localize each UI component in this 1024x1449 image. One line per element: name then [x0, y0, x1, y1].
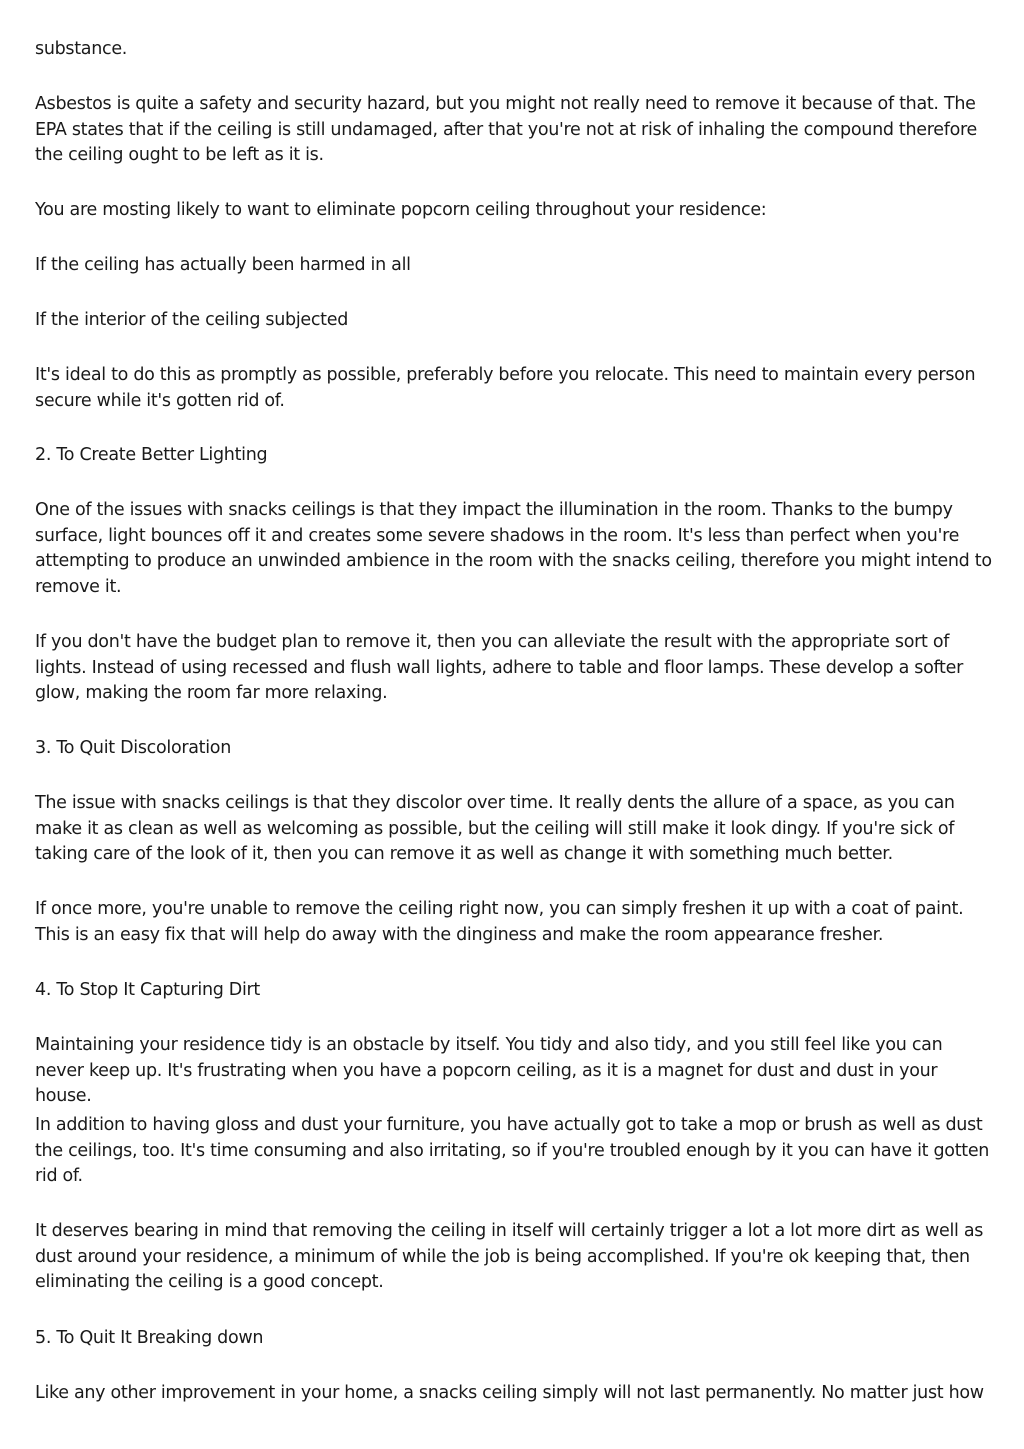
paragraph-discolor: The issue with snacks ceilings is that they discolor over time. It really dents the allure of a space, as you can make it as clean as well as welcoming as possible, but the ceiling will still make it look dingy. If you're sick of taking care of the look of it, then you can remove it as well as change it with something much better. [35, 793, 955, 864]
section-heading-dirt: 4. To Stop It Capturing Dirt [35, 980, 260, 1000]
section-heading-discoloration: 3. To Quit Discoloration [35, 738, 231, 758]
paragraph-lighting-budget: If you don't have the budget plan to remove it, then you can alleviate the result with the appropriate sort of lights. Instead of using recessed and flush wall lights, adhere to table and floor lamps. These develop a softer glow, making the room far more relaxing. [35, 632, 963, 703]
paragraph-tidy: Maintaining your residence tidy is an obstacle by itself. You tidy and also tidy, and you still feel like you can never keep up. It's frustrating when you have a popcorn ceiling, as it is a magnet for dust and dust in your house. [35, 1035, 943, 1106]
paragraph-lighting-issues: One of the issues with snacks ceilings is that they impact the illumination in the room. Thanks to the bumpy surface, light bounces off it and creates some severe shadows in the room. It's less than perfect when you're attempting to produce an unwinded ambience in the room with the snacks ceiling, therefore you might intend to remove it. [35, 500, 992, 597]
paragraph-promptly: It's ideal to do this as promptly as possible, preferably before you relocate. This need to maintain every person secure while it's gotten rid of. [35, 365, 976, 411]
paragraph-asbestos: Asbestos is quite a safety and security hazard, but you might not really need to remove it because of that. The EPA states that if the ceiling is still undamaged, after that you're not at risk of inhaling the compound therefore the ceiling ought to be left as it is. [35, 94, 977, 165]
paragraph-interior: If the interior of the ceiling subjected [35, 310, 349, 330]
section-heading-breaking-down: 5. To Quit It Breaking down [35, 1328, 264, 1348]
paragraph-removing-dirt: It deserves bearing in mind that removing the ceiling in itself will certainly trigger a lot a lot more dirt as well as dust around your residence, a minimum of while the job is being accomplished. If you're ok keeping that, then eliminating the ceiling is a good concept. [35, 1221, 984, 1292]
paragraph-harmed: If the ceiling has actually been harmed in all [35, 255, 411, 275]
paragraph-last-permanently: Like any other improvement in your home, a snacks ceiling simply will not last permanently. No matter just how [35, 1383, 984, 1403]
section-heading-lighting: 2. To Create Better Lighting [35, 445, 268, 465]
paragraph-dust-ceilings: In addition to having gloss and dust your furniture, you have actually got to take a mop or brush as well as dust the ceilings, too. It's time consuming and also irritating, so if you're troubled enough by it you can have it gotten rid of. [35, 1115, 990, 1186]
paragraph-substance: substance. [35, 39, 128, 59]
paragraph-eliminate-intro: You are mosting likely to want to eliminate popcorn ceiling throughout your residence: [35, 200, 767, 220]
paragraph-paint: If once more, you're unable to remove the ceiling right now, you can simply freshen it up with a coat of paint. This is an easy fix that will help do away with the dinginess and make the room appearance fresher. [35, 899, 964, 945]
